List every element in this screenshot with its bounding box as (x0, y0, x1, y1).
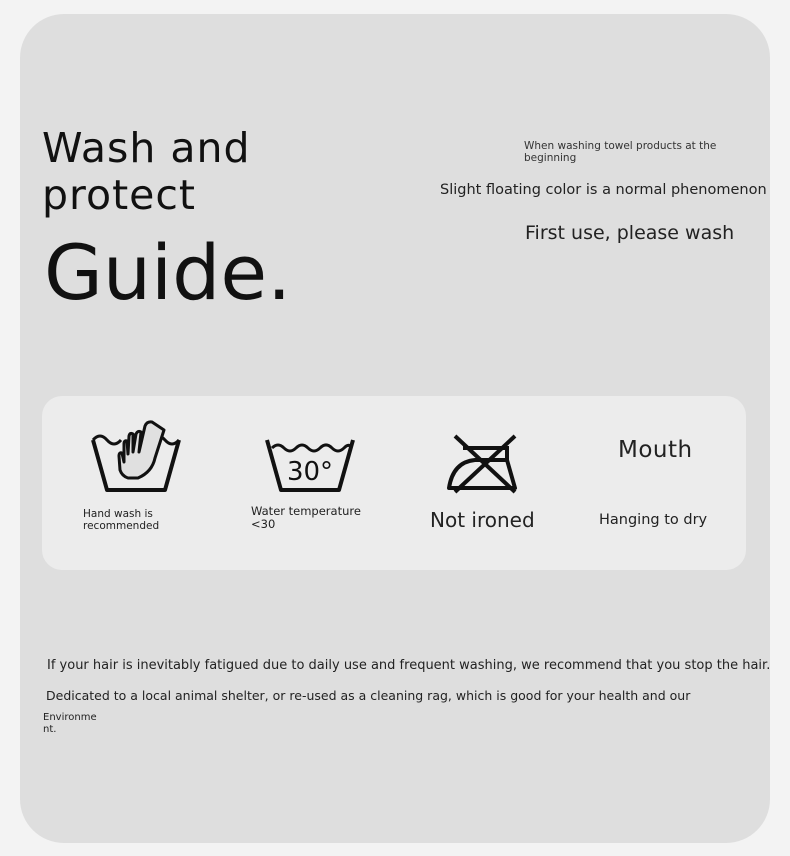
hang-dry-label: Hanging to dry (599, 512, 708, 528)
title-line-1: Wash and (42, 124, 251, 172)
not-ironed-label: Not ironed (430, 508, 535, 532)
note-small: When washing towel products at the beginning (524, 140, 717, 164)
note-large: First use, please wash (525, 222, 735, 244)
temperature-label: 30° (286, 457, 334, 487)
hand-wash-label: Hand wash is recommended (83, 508, 160, 532)
hand-wash-icon (90, 418, 182, 494)
hang-dry-text: Mouth (618, 437, 693, 463)
title-guide: Guide. (44, 228, 292, 317)
water-temperature-label: Water temperature <30 (251, 504, 361, 531)
care-paragraph-3: Environment. (43, 712, 97, 735)
care-paragraph-2: Dedicated to a local animal shelter, or re-used as a cleaning rag, which is good for your health and our (46, 688, 691, 703)
title-line-2: protect (42, 171, 196, 219)
water-temperature-icon (264, 434, 356, 494)
note-medium: Slight floating color is a normal phenomenon (440, 182, 767, 198)
no-ironing-icon (445, 432, 523, 496)
care-paragraph-1: If your hair is inevitably fatigued due to daily use and frequent washing, we recommend that you stop the hair. (47, 658, 771, 673)
